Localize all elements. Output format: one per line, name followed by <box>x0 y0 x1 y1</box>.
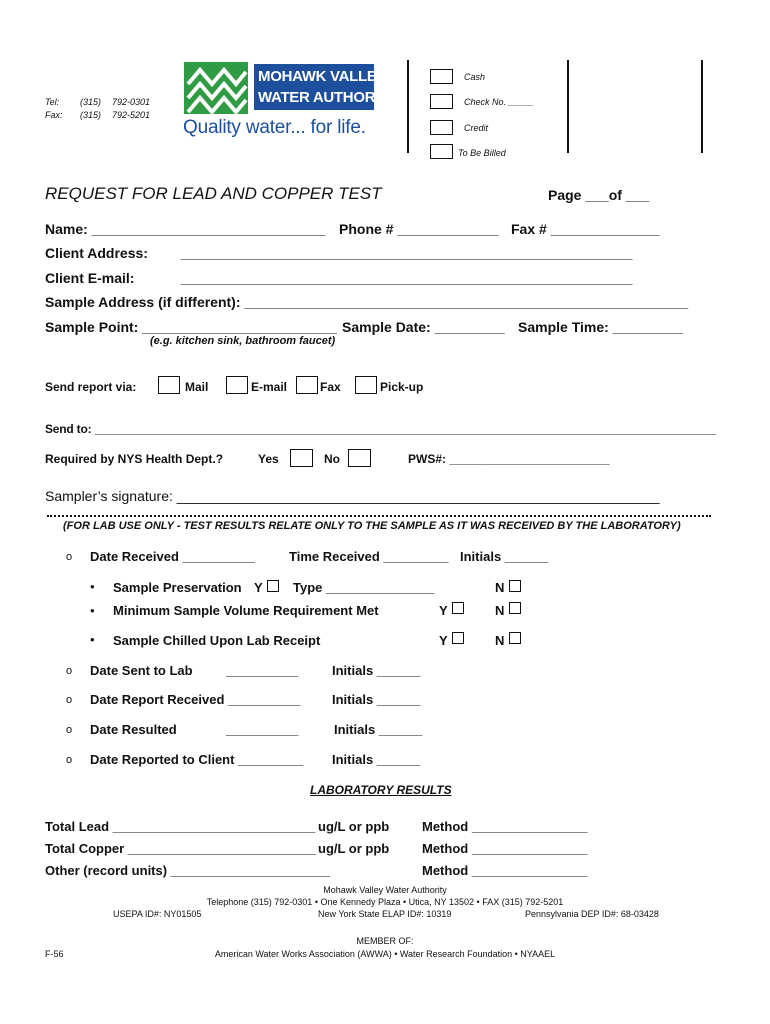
divider-middle <box>567 60 569 153</box>
form-code: F-56 <box>45 949 64 959</box>
send-mail-label: Mail <box>185 380 209 394</box>
lab-use-heading: (FOR LAB USE ONLY - TEST RESULTS RELATE ONLY TO THE SAMPLE AS IT WAS RECEIVED BY THE LABORATORY) <box>63 520 681 532</box>
preservation-n-label: N <box>495 580 505 595</box>
initials-resulted-field[interactable]: Initials ______ <box>334 722 423 737</box>
footer-members: American Water Works Association (AWWA) • Water Research Foundation • NYAAEL <box>214 949 556 959</box>
name-field[interactable]: Name: ______________________________ <box>45 221 326 237</box>
footer-penn: Pennsylvania DEP ID#: 68-03428 <box>525 909 659 919</box>
sample-time-field[interactable]: Sample Time: _________ <box>518 319 683 335</box>
preservation-y-label: Y <box>254 580 263 595</box>
chilled-n-checkbox[interactable] <box>509 632 521 644</box>
fax-checkbox[interactable] <box>296 376 318 394</box>
initials-received-field[interactable]: Initials ______ <box>460 549 549 564</box>
payment-cash: Cash <box>464 72 486 82</box>
total-copper-field[interactable]: Total Copper __________________________ <box>45 841 316 856</box>
payment-check: Check No. _____ <box>464 97 534 107</box>
bullet-icon: • <box>90 632 95 647</box>
billed-checkbox[interactable] <box>430 144 453 159</box>
sample-point-hint: (e.g. kitchen sink, bathroom faucet) <box>150 335 336 347</box>
divider-left <box>407 60 409 153</box>
footer-member-of: MEMBER OF: <box>356 936 414 946</box>
pws-field[interactable]: PWS#: ________________________ <box>408 452 610 466</box>
signature-field[interactable]: Sampler’s signature: ______________________________________________________________ <box>45 488 660 504</box>
fax-field[interactable]: Fax # ______________ <box>511 221 660 237</box>
min-volume-n-checkbox[interactable] <box>509 602 521 614</box>
sample-address-field[interactable]: Sample Address (if different): _________________________________________________________ <box>45 294 689 310</box>
date-sent-field[interactable]: __________ <box>226 663 299 678</box>
client-email-label: Client E-mail: <box>45 270 135 286</box>
chilled-label: Sample Chilled Upon Lab Receipt <box>113 633 321 648</box>
nys-yes-label: Yes <box>258 452 279 466</box>
nys-no-checkbox[interactable] <box>348 449 371 467</box>
min-volume-y-label: Y <box>439 603 448 618</box>
footer-org: Mohawk Valley Water Authority <box>323 885 447 895</box>
fax-number: 792-5201 <box>112 110 151 120</box>
circle-bullet-icon: o <box>66 665 73 677</box>
client-address-field[interactable]: __________________________________________________________ <box>181 245 633 261</box>
nys-label: Required by NYS Health Dept.? <box>45 452 224 466</box>
date-report-received-field[interactable]: Date Report Received __________ <box>90 692 301 707</box>
circle-bullet-icon: o <box>66 694 73 706</box>
copper-unit: ug/L or ppb <box>318 841 390 856</box>
chilled-y-checkbox[interactable] <box>452 632 464 644</box>
preservation-label: Sample Preservation <box>113 580 242 595</box>
sample-point-field[interactable]: Sample Point: _________________________ <box>45 319 337 335</box>
page-indicator: Page ___of ___ <box>548 187 650 203</box>
tel-label: Tel: <box>45 97 60 107</box>
results-heading: LABORATORY RESULTS <box>310 783 452 797</box>
nys-yes-checkbox[interactable] <box>290 449 313 467</box>
date-reported-field[interactable]: Date Reported to Client _________ <box>90 752 304 767</box>
logo-wave-icon <box>184 62 248 114</box>
divider-right <box>701 60 703 153</box>
tagline: Quality water... for life. <box>183 117 366 138</box>
payment-billed: To Be Billed <box>458 148 506 158</box>
initials-report-received-field[interactable]: Initials ______ <box>332 692 421 707</box>
form-title: REQUEST FOR LEAD AND COPPER TEST <box>45 184 382 203</box>
min-volume-n-label: N <box>495 603 505 618</box>
send-pickup-label: Pick-up <box>380 380 424 394</box>
phone-field[interactable]: Phone # _____________ <box>339 221 499 237</box>
logo-line1: MOHAWK VALLEY <box>258 68 387 85</box>
initials-sent-field[interactable]: Initials ______ <box>332 663 421 678</box>
date-sent-label: Date Sent to Lab <box>90 663 193 678</box>
pickup-checkbox[interactable] <box>355 376 377 394</box>
date-resulted-field[interactable]: __________ <box>226 722 299 737</box>
fax-area: (315) <box>80 110 102 120</box>
send-via-label: Send report via: <box>45 380 137 394</box>
preservation-y-checkbox[interactable] <box>267 580 279 592</box>
client-address-label: Client Address: <box>45 245 148 261</box>
chilled-y-label: Y <box>439 633 448 648</box>
total-lead-field[interactable]: Total Lead ____________________________ <box>45 819 316 834</box>
preservation-type-field[interactable]: Type _______________ <box>293 580 435 595</box>
send-email-label: E-mail <box>251 380 288 394</box>
send-to-field[interactable]: Send to: ________________________________________________________________________________________________ <box>45 422 717 436</box>
fax-label: Fax: <box>45 110 63 120</box>
mail-checkbox[interactable] <box>158 376 180 394</box>
chilled-n-label: N <box>495 633 505 648</box>
time-received-field[interactable]: Time Received _________ <box>289 549 449 564</box>
nys-no-label: No <box>324 452 340 466</box>
date-received-field[interactable]: Date Received __________ <box>90 549 255 564</box>
circle-bullet-icon: o <box>66 724 73 736</box>
sample-date-field[interactable]: Sample Date: _________ <box>342 319 505 335</box>
circle-bullet-icon: o <box>66 754 73 766</box>
mvwa-logo <box>184 62 398 114</box>
circle-bullet-icon: o <box>66 551 73 563</box>
payment-credit: Credit <box>464 123 489 133</box>
tel-number: 792-0301 <box>112 97 151 107</box>
footer-elap: New York State ELAP ID#: 10319 <box>318 909 452 919</box>
initials-reported-field[interactable]: Initials ______ <box>332 752 421 767</box>
email-checkbox[interactable] <box>226 376 248 394</box>
preservation-n-checkbox[interactable] <box>509 580 521 592</box>
min-volume-y-checkbox[interactable] <box>452 602 464 614</box>
lead-method-field[interactable]: Method ________________ <box>422 819 588 834</box>
logo-line2: WATER AUTHORITY <box>258 89 398 106</box>
footer-usepa: USEPA ID#: NY01505 <box>113 909 202 919</box>
date-resulted-label: Date Resulted <box>90 722 177 737</box>
credit-checkbox[interactable] <box>430 120 453 135</box>
tel-area: (315) <box>80 97 102 107</box>
footer-contact: Telephone (315) 792-0301 • One Kennedy Plaza • Utica, NY 13502 • FAX (315) 792-5201 <box>206 897 564 907</box>
bullet-icon: • <box>90 579 95 594</box>
send-fax-label: Fax <box>320 380 341 394</box>
bullet-icon: • <box>90 603 95 618</box>
lead-unit: ug/L or ppb <box>318 819 390 834</box>
check-checkbox[interactable] <box>430 94 453 109</box>
cash-checkbox[interactable] <box>430 69 453 84</box>
copper-method-field[interactable]: Method ________________ <box>422 841 588 856</box>
min-volume-label: Minimum Sample Volume Requirement Met <box>113 603 379 618</box>
client-email-field[interactable]: __________________________________________________________ <box>181 270 633 286</box>
other-method-field[interactable]: Method ________________ <box>422 863 588 878</box>
other-units-field[interactable]: Other (record units) ______________________ <box>45 863 330 878</box>
section-separator <box>47 515 711 517</box>
